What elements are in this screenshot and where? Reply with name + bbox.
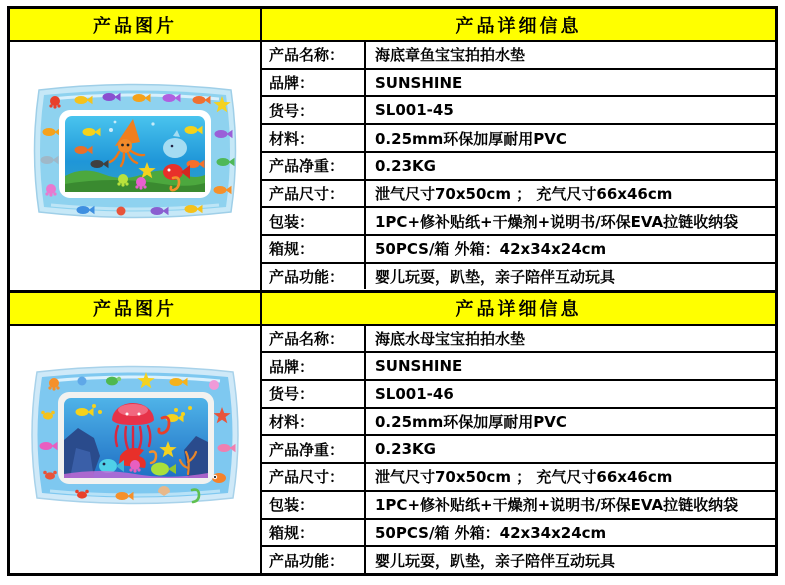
spec-label: 产品功能： (262, 264, 366, 290)
info-column (262, 9, 775, 290)
product-photo-jellyfish-water-mat (10, 326, 260, 574)
spec-label: 货号： (262, 97, 366, 123)
spec-row-carton (262, 236, 775, 264)
info-column (262, 293, 775, 574)
spec-value: 50PCS/箱 外箱：42x34x24cm (375, 240, 607, 259)
spec-label: 产品尺寸： (262, 464, 366, 490)
spec-row-function (262, 264, 775, 290)
spec-row-packing (262, 492, 775, 520)
spec-label: 品牌： (262, 70, 366, 96)
image-header: 产品图片 (10, 293, 260, 326)
spec-value: SL001-45 (375, 101, 454, 120)
spec-label: 产品功能： (262, 547, 366, 573)
product-spec-sheet (7, 6, 778, 576)
spec-label: 产品净重： (262, 436, 366, 462)
spec-label: 产品尺寸： (262, 181, 366, 207)
product-section-jellyfish-mat (10, 290, 775, 574)
spec-label: 包装： (262, 208, 366, 234)
spec-value: 1PC+修补贴纸+干燥剂+说明书/环保EVA拉链收纳袋 (375, 496, 739, 515)
spec-value: 泄气尺寸70x50cm ； 充气尺寸66x46cm (375, 468, 673, 487)
spec-value: SL001-46 (375, 384, 454, 403)
spec-label: 产品净重： (262, 153, 366, 179)
spec-value: 1PC+修补贴纸+干燥剂+说明书/环保EVA拉链收纳袋 (375, 212, 739, 231)
octopus-water-mat-illustration (23, 72, 247, 232)
product-photo-octopus-water-mat (10, 42, 260, 290)
spec-value: 0.23KG (375, 156, 436, 175)
info-header: 产品详细信息 (262, 293, 775, 326)
spec-value: 0.23KG (375, 440, 436, 459)
spec-row-material (262, 125, 775, 153)
spec-value: 婴儿玩耍，趴垫，亲子陪伴互动玩具 (375, 268, 616, 287)
spec-row-packing (262, 208, 775, 236)
spec-row-item-no (262, 97, 775, 125)
spec-value: SUNSHINE (375, 73, 463, 92)
spec-label: 货号： (262, 381, 366, 407)
spec-label: 产品名称： (262, 326, 366, 352)
spec-value: 0.25mm环保加厚耐用PVC (375, 129, 567, 148)
info-header: 产品详细信息 (262, 9, 775, 42)
image-column (10, 293, 262, 574)
spec-value: 婴儿玩耍，趴垫，亲子陪伴互动玩具 (375, 551, 616, 570)
spec-row-name (262, 326, 775, 354)
spec-value: 泄气尺寸70x50cm ； 充气尺寸66x46cm (375, 184, 673, 203)
spec-row-item-no (262, 381, 775, 409)
spec-value: 海底水母宝宝拍拍水垫 (375, 329, 526, 348)
clownfish-icon (212, 473, 226, 483)
spec-row-weight (262, 436, 775, 464)
spec-value: 0.25mm环保加厚耐用PVC (375, 413, 567, 432)
spec-value: SUNSHINE (375, 357, 463, 376)
spec-value: 海底章鱼宝宝拍拍水垫 (375, 46, 526, 65)
spec-row-function (262, 547, 775, 573)
image-column (10, 9, 262, 290)
spec-label: 箱规： (262, 520, 366, 546)
spec-label: 包装： (262, 492, 366, 518)
spec-label: 品牌： (262, 353, 366, 379)
spec-row-carton (262, 520, 775, 548)
spec-row-material (262, 409, 775, 437)
image-header: 产品图片 (10, 9, 260, 42)
spec-label: 产品名称： (262, 42, 366, 68)
jellyfish-water-mat-illustration (20, 356, 250, 516)
spec-row-name (262, 42, 775, 70)
spec-value: 50PCS/箱 外箱：42x34x24cm (375, 523, 607, 542)
spec-label: 材料： (262, 125, 366, 151)
spec-row-weight (262, 153, 775, 181)
pink-jellyfish-icon (209, 380, 219, 390)
spec-label: 材料： (262, 409, 366, 435)
spec-row-size (262, 181, 775, 209)
spec-row-brand (262, 353, 775, 381)
spec-row-size (262, 464, 775, 492)
product-section-octopus-mat (10, 9, 775, 290)
spec-row-brand (262, 70, 775, 98)
spec-label: 箱规： (262, 236, 366, 262)
